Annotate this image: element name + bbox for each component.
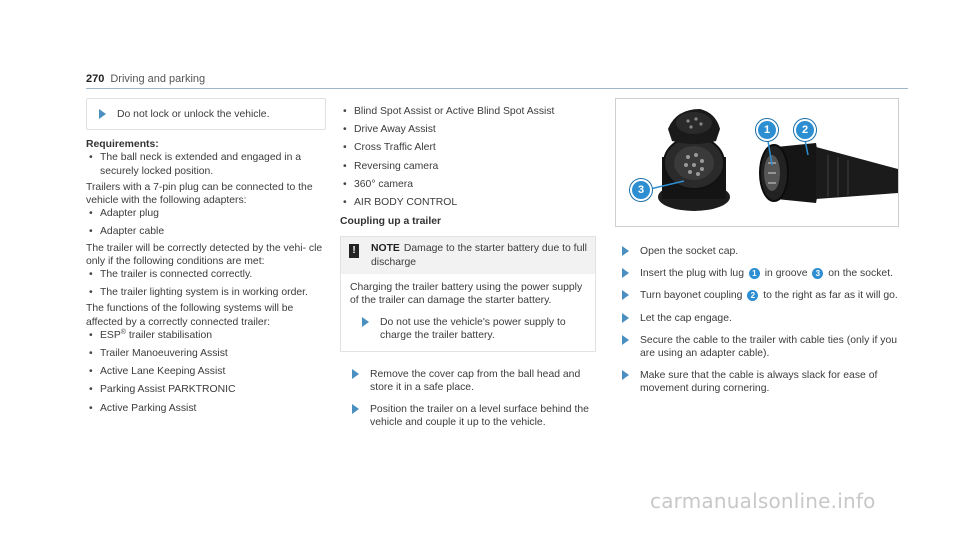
step-text: Do not lock or unlock the vehicle.: [117, 109, 270, 120]
note-body: [341, 274, 595, 351]
step-text: Secure the cable to the trailer with cable ties (only if you are using an adapter cable).: [640, 334, 898, 360]
step-cap-engage: [610, 312, 910, 325]
systems-list: [86, 329, 326, 415]
note-text: Damage to the starter battery due to full discharge: [371, 243, 587, 268]
list-item: • The ball neck is extended and engaged in a securely locked position.: [86, 151, 326, 177]
step-text: Make sure that the cable is always slack for ease of movement during cornering.: [640, 370, 878, 395]
list-item: • Cross Traffic Alert: [340, 141, 596, 154]
list-item: [86, 329, 326, 342]
step-text: Turn bayonet coupling: [640, 290, 743, 302]
badge-3: 3: [812, 268, 823, 279]
step-secure-cable: [610, 334, 910, 360]
lock-step-box: [86, 98, 326, 130]
step-text: Insert the plug with lug: [640, 268, 744, 280]
step-text: Remove the cover cap from the ball head and store it in a safe place.: [370, 368, 581, 393]
conditions-list: [86, 268, 326, 299]
page-header: [86, 73, 205, 86]
detect-text: The trailer will be correctly detected by the vehi- cle only if the following conditions are met:: [86, 242, 323, 267]
step-position-trailer: [340, 403, 596, 429]
step-insert-plug: [610, 267, 910, 280]
list-item: • Reversing camera: [340, 160, 596, 173]
list-item: • Adapter cable: [86, 225, 326, 238]
callout-2: 2: [794, 119, 816, 141]
step-text: in groove: [764, 268, 808, 280]
list-item: • Parking Assist PARKTRONIC: [86, 383, 326, 396]
list-item: • Trailer Manoeuvering Assist: [86, 347, 326, 360]
requirements-title: Requirements:: [86, 139, 159, 151]
registered-mark: ®: [120, 328, 126, 336]
socket-figure: [615, 98, 899, 227]
section-title: Driving and parking: [110, 73, 206, 85]
step-text: Open the socket cap.: [640, 246, 739, 257]
step-text: to the right as far as it will go.: [763, 290, 898, 302]
esp-label: ESP: [100, 329, 121, 341]
badge-1: 1: [749, 268, 760, 279]
list-item: • Active Parking Assist: [86, 402, 326, 415]
list-item: • The trailer is connected correctly.: [86, 268, 326, 281]
list-item: • AIR BODY CONTROL: [340, 196, 596, 209]
callout-3: 3: [630, 179, 652, 201]
list-item: • Drive Away Assist: [340, 123, 596, 136]
functions-intro: The functions of the following systems will be affected by a correctly connected trailer:: [86, 303, 294, 328]
step-arrow-icon: [352, 404, 359, 414]
systems-list-continued: [340, 105, 596, 209]
list-item: • The trailer lighting system is in working order.: [86, 286, 326, 299]
list-item: • Blind Spot Assist or Active Blind Spot Assist: [340, 105, 596, 118]
step-arrow-icon: [362, 317, 369, 327]
step-remove-cap: [340, 368, 596, 394]
note-step: [350, 316, 587, 342]
watermark: carmanualsonline.info: [650, 489, 876, 513]
page-number: 270: [86, 73, 105, 85]
step-arrow-icon: [352, 369, 359, 379]
badge-2: 2: [747, 290, 758, 301]
step-open-cap: [610, 245, 910, 258]
requirements-list: [86, 151, 326, 177]
note-title: [371, 242, 587, 268]
step-lock: [87, 108, 317, 121]
note-label: NOTE: [371, 243, 400, 255]
column-1: [86, 98, 326, 415]
step-cable-slack: [610, 369, 910, 395]
adapters-list: [86, 207, 326, 238]
step-text: Position the trailer on a level surface behind the vehicle and couple it up to the vehicle.: [370, 404, 589, 429]
list-item: • 360° camera: [340, 178, 596, 191]
list-item: • Adapter plug: [86, 207, 326, 220]
step-turn-coupling: [610, 289, 910, 302]
header-divider: [86, 88, 908, 89]
step-arrow-icon: [622, 246, 629, 256]
step-arrow-icon: [622, 370, 629, 380]
note-header: [341, 237, 595, 273]
warning-icon: !: [349, 244, 359, 258]
column-3: [610, 98, 910, 396]
step-text: on the socket.: [828, 268, 893, 280]
note-box: [340, 236, 596, 351]
step-arrow-icon: [622, 290, 629, 300]
adapters-intro: Trailers with a 7-pin plug can be connected to the vehicle with the following adapters:: [86, 181, 313, 207]
step-arrow-icon: [622, 313, 629, 323]
step-text: Do not use the vehicle's power supply to charge the trailer battery.: [380, 317, 566, 342]
socket-illustration: [616, 99, 898, 226]
step-arrow-icon: [622, 268, 629, 278]
callout-1: 1: [756, 119, 778, 141]
coupling-title: Coupling up a trailer: [340, 216, 442, 228]
column-2: [340, 98, 596, 429]
esp-suffix: trailer stabilisation: [125, 329, 213, 341]
list-item: • Active Lane Keeping Assist: [86, 365, 326, 378]
note-body-text: Charging the trailer battery using the power supply of the trailer can damage the starter battery.: [350, 281, 583, 307]
step-arrow-icon: [99, 109, 106, 119]
step-text: Let the cap engage.: [640, 312, 732, 324]
step-arrow-icon: [622, 335, 629, 345]
